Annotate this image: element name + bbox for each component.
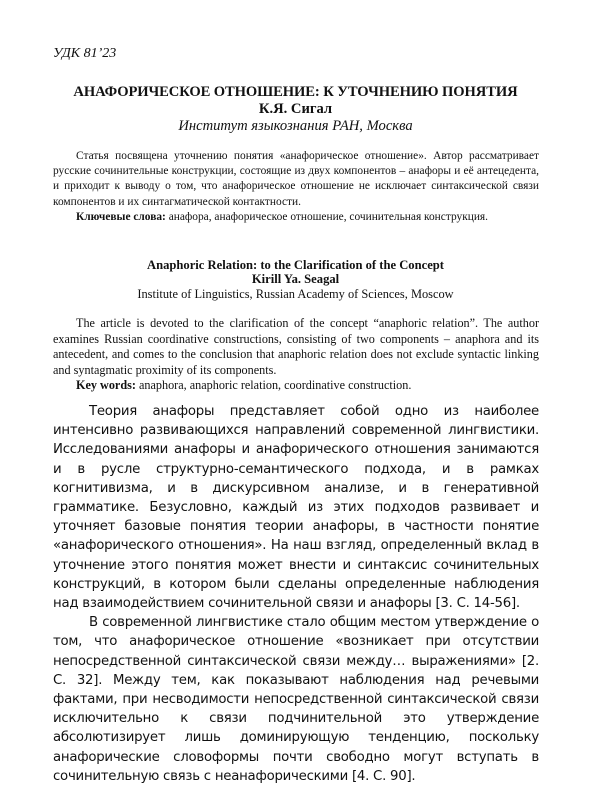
keywords-text-en: anaphora, anaphoric relation, coordinative construction. [135, 378, 412, 393]
keywords-label-ru: Ключевые слова: [76, 210, 166, 223]
abstract-en [53, 316, 539, 394]
article-body [53, 402, 539, 786]
institution-en: Institute of Linguistics, Russian Academy of Sciences, Moscow [137, 287, 454, 301]
body-paragraph-2: В современной лингвистике стало общим местом утверждение о том, что анафорическое отношение «возникает при отсутствии непосредственной синтаксической связи между… выражениями» [2. С. 32]. Между тем, как показывают наблюдения над речевыми фактами, при несводимости непосредственной синтаксической связи исключительно к связи подчинительной это утверждение абсолютизирует лишь доминирующую тенденцию, поскольку анафорические словоформы почти свободно могут вступать в сочинительную связь с неанафорическими [4. С. 90]. [53, 615, 539, 784]
keywords-text-ru: анафора, анафорическое отношение, сочинительная конструкция. [165, 210, 489, 223]
body-paragraph-1: Теория анафоры представляет собой одно из наиболее интенсивно развивающихся направлений современной лингвистики. Исследованиями анафоры и анафорического отношения занимаются и в русле структурно-семантического подхода, и в рамках когнитивизма, и в дискурсивном анализе, и в генеративной грамматике. Безусловно, каждый из этих подходов развивает и уточняет базовые понятия теории анафоры, в частности понятие «анафорического отношения». На наш взгляд, определенный вклад в уточнение этого понятия может внести и синтаксис сочинительных конструкций, в котором были сделаны определенные наблюдения над взаимодействием сочинительной связи и анафоры [3. С. 14-56]. [53, 404, 539, 612]
author-name-en: Kirill Ya. Seagal [251, 272, 340, 286]
institution-ru: Институт языкознания РАН, Москва [178, 118, 413, 134]
udk-code: УДК 81’23 [53, 46, 117, 61]
keywords-en [53, 378, 539, 394]
keywords-ru [53, 210, 539, 225]
abstract-ru [53, 149, 539, 225]
article-title-en: Anaphoric Relation: to the Clarification of the Concept [147, 258, 444, 272]
abstract-text-en: The article is devoted to the clarification of the concept “anaphoric relation”. The author examines Russian coordinative constructions, consisting of two components – anaphora and its antecedent, and comes to the conclusion that anaphoric relation does not exclude syntactic linking and syntagmatic proximity of its components. [53, 316, 539, 377]
article-title-ru: АНАФОРИЧЕСКОЕ ОТНОШЕНИЕ: К УТОЧНЕНИЮ ПОНЯТИЯ [73, 84, 518, 100]
abstract-text-ru: Статья посвящена уточнению понятия «анафорическое отношение». Автор рассматривает русские сочинительные конструкции, состоящие из двух компонентов – анафоры и её антецедента, и приходит к выводу о том, что анафорическое отношение не исключает синтаксической связи компонентов и их синтагматической контактности. [53, 150, 539, 208]
keywords-label-en: Key words: [76, 378, 136, 393]
author-name-ru: К.Я. Сигал [258, 101, 333, 117]
